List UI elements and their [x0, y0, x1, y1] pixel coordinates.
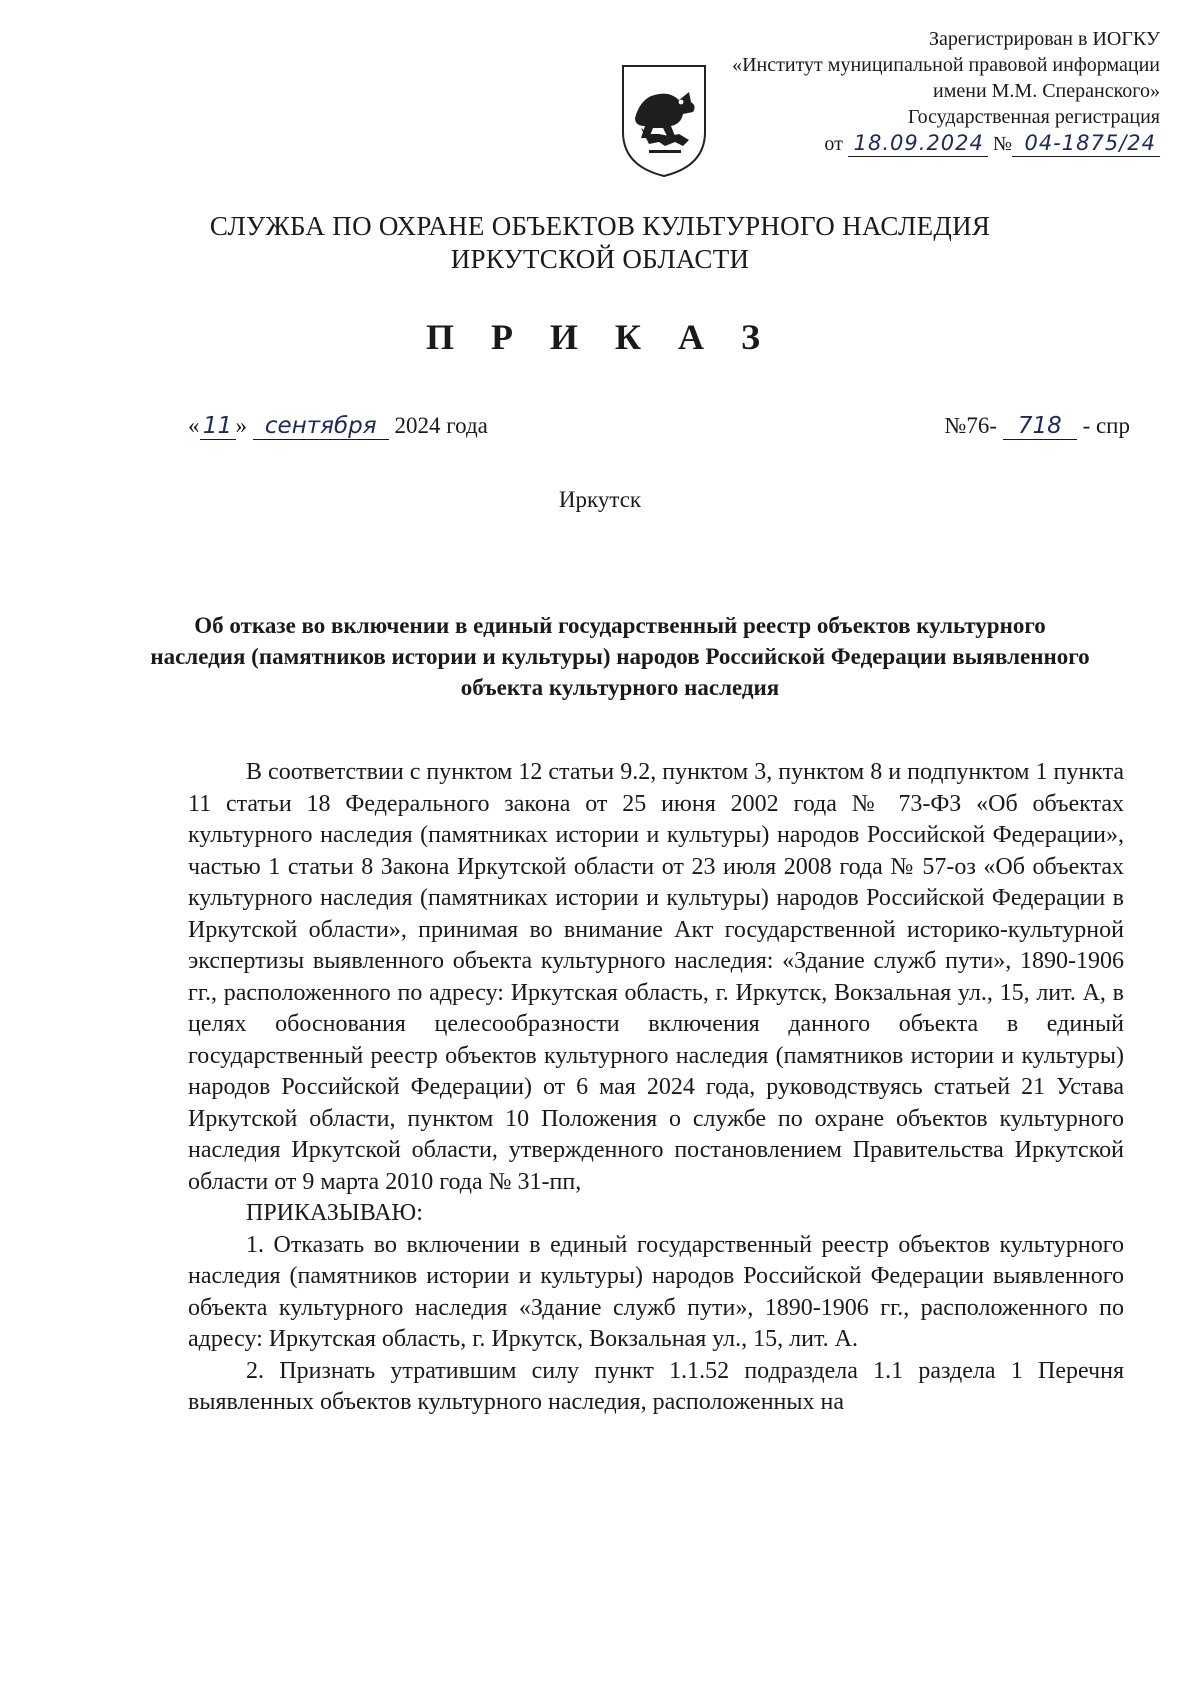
- registration-line-3: имени М.М. Сперанского»: [933, 80, 1160, 102]
- registration-number: 04-1875/24: [1012, 130, 1160, 157]
- registration-from-label: от: [824, 133, 843, 155]
- agency-name: [0, 210, 1200, 276]
- registration-line-4: Государственная регистрация: [907, 106, 1160, 128]
- order-number: [944, 413, 1130, 440]
- order-date: [188, 413, 488, 440]
- order-item-2: 2. Признать утратившим силу пункт 1.1.52 подраздела 1.1 раздела 1 Перечня выявленных объектов культурного наследия, расположенных на: [188, 1357, 1124, 1415]
- order-item-1: 1. Отказать во включении в единый государственный реестр объектов культурного наследия (памятников истории и культуры) народов Российской Федерации выявленного объекта культурного наследия «Здание служб пути», 1890-1906 гг., расположенного по адресу: Иркутская область, г. Иркутск, Вокзальная ул., 15, лит. А.: [188, 1231, 1124, 1352]
- order-number-value: 718: [1003, 413, 1077, 440]
- registration-line-2: «Институт муниципальной правовой информации: [732, 54, 1160, 76]
- date-open-quote: «: [188, 413, 200, 438]
- order-subject: Об отказе во включении в единый государственный реестр объектов культурного наследия (памятников истории и культуры) народов Российской Федерации выявленного объекта культурного наследия: [150, 613, 1090, 700]
- order-year: 2024 года: [394, 413, 488, 438]
- city-name: Иркутск: [558, 487, 642, 512]
- registration-number-label: №: [992, 133, 1012, 155]
- order-day: 11: [200, 413, 236, 440]
- order-body: [188, 757, 1124, 1419]
- order-number-prefix: №76-: [944, 413, 998, 438]
- irkutsk-coat-of-arms-icon: [619, 62, 709, 180]
- order-number-suffix: - спр: [1082, 413, 1130, 438]
- order-month: сентября: [253, 413, 389, 440]
- preamble-paragraph: В соответствии с пунктом 12 статьи 9.2, пунктом 3, пунктом 8 и подпунктом 1 пункта 11 статьи 18 Федерального закона от 25 июня 2002 года № 73-ФЗ «Об объектах культурного наследия (памятниках истории и культуры) народов Российской Федерации», частью 1 статьи 8 Закона Иркутской области от 23 июля 2008 года № 57-оз «Об объектах культурного наследия (памятниках истории и культуры) народов Российской Федерации в Иркутской области», принимая во внимание Акт государственной историко-культурной экспертизы выявленного объекта культурного наследия: «Здание служб пути», 1890-1906 гг., расположенного по адресу: Иркутская область, г. Иркутск, Вокзальная ул., 15, лит. А, в целях обоснования целесообразности включения данного объекта в единый государственный реестр объектов культурного наследия (памятников истории и культуры) народов Российской Федерации) от 6 мая 2024 года, руководствуясь статьей 21 Устава Иркутской области, пунктом 10 Положения о службе по охране объектов культурного наследия Иркутской области, утвержденного постановлением Правительства Иркутской области от 9 марта 2010 года № 31-пп,: [188, 759, 1124, 1195]
- agency-name-line-2: ИРКУТСКОЙ ОБЛАСТИ: [450, 244, 750, 274]
- registration-date: 18.09.2024: [848, 130, 988, 157]
- date-close-quote: »: [235, 413, 247, 438]
- command-word: ПРИКАЗЫВАЮ:: [246, 1200, 423, 1226]
- agency-name-line-1: СЛУЖБА ПО ОХРАНЕ ОБЪЕКТОВ КУЛЬТУРНОГО НАСЛЕДИЯ: [209, 211, 991, 241]
- document-title: П Р И К А З: [425, 317, 775, 357]
- registration-line-1: Зарегистрирован в ИОГКУ: [929, 28, 1160, 50]
